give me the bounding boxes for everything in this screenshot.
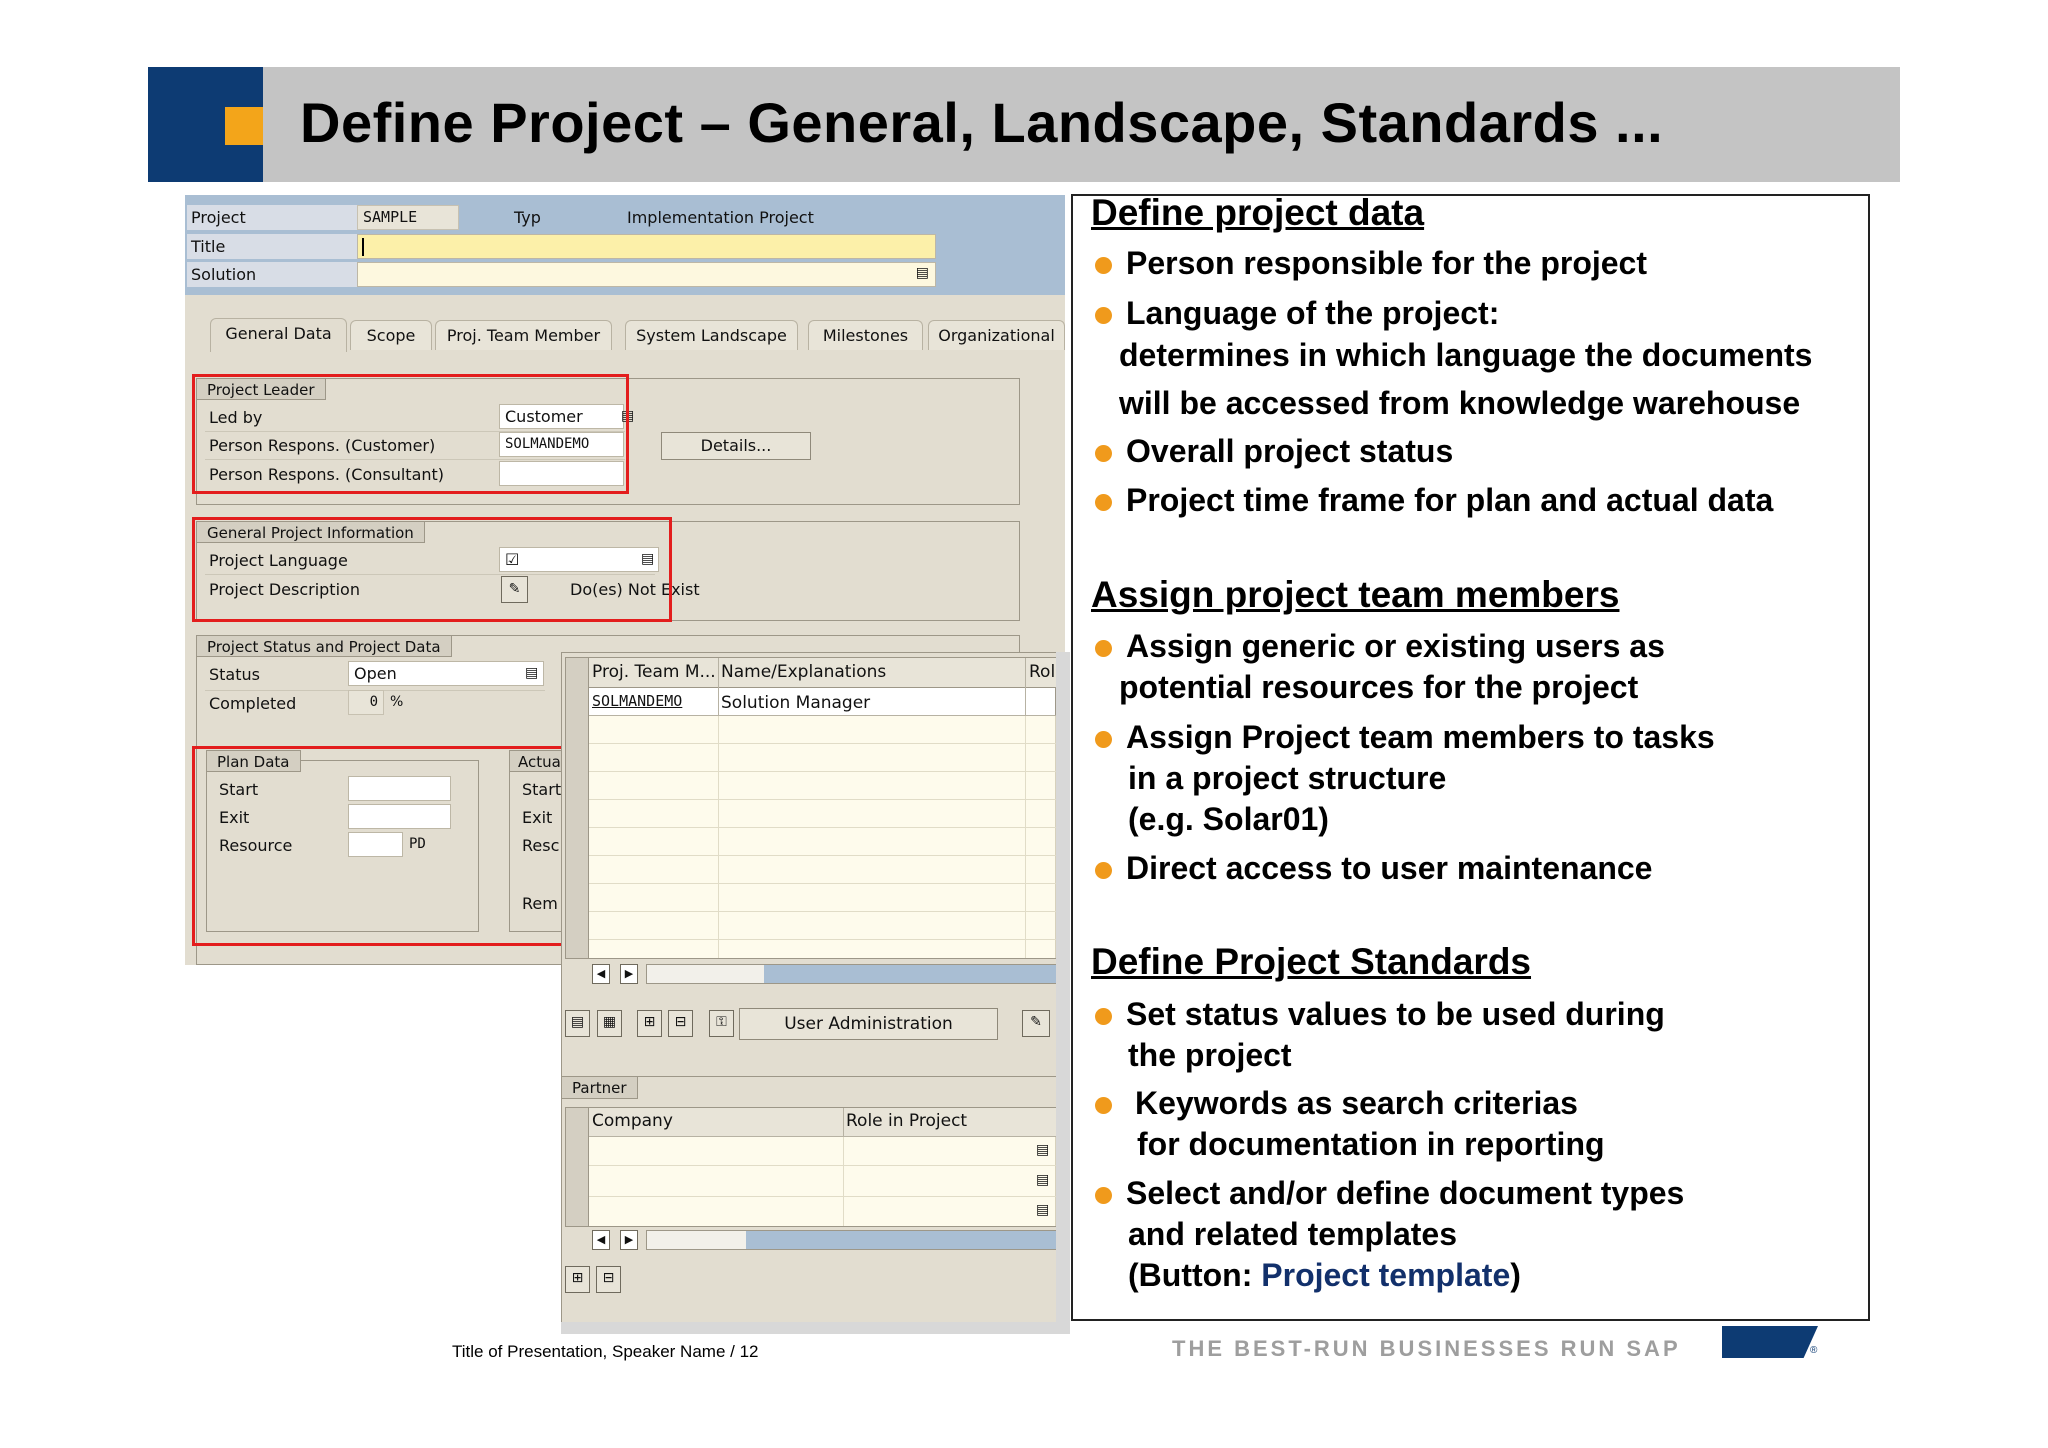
partner-role-dropdown-icon[interactable]: ▤ bbox=[1036, 1172, 1050, 1188]
insert-row-icon[interactable]: ⊞ bbox=[637, 1010, 662, 1037]
bullet-text: Person responsible for the project bbox=[1126, 245, 1647, 281]
partner-scroll-left-icon[interactable]: ◀ bbox=[592, 1230, 610, 1250]
bullet-icon bbox=[1095, 731, 1112, 748]
completed-unit: % bbox=[390, 694, 404, 710]
actual-exit-label: Exit bbox=[522, 808, 553, 827]
bullet-text-continued: and related templates bbox=[1128, 1216, 1457, 1252]
solution-input[interactable] bbox=[357, 262, 936, 287]
plan-resource-label: Resource bbox=[219, 836, 293, 855]
slide-title: Define Project – General, Landscape, Standards ... bbox=[300, 91, 1664, 154]
title-input[interactable] bbox=[357, 234, 936, 259]
bullet-text: Set status values to be used during bbox=[1126, 996, 1665, 1032]
scroll-right-icon[interactable]: ▶ bbox=[620, 964, 638, 984]
general-info-title: General Project Information bbox=[196, 521, 425, 543]
bullet-text: Assign generic or existing users as bbox=[1126, 628, 1665, 664]
registered-mark: ® bbox=[1810, 1345, 1818, 1356]
sap-logo bbox=[1722, 1326, 1818, 1358]
status-label: Status bbox=[209, 665, 260, 684]
sap-tagline: THE BEST-RUN BUSINESSES RUN SAP bbox=[1172, 1336, 1681, 1361]
bullet-text: Project time frame for plan and actual data bbox=[1126, 482, 1774, 518]
delete-row-icon[interactable]: ⊟ bbox=[668, 1010, 693, 1037]
actual-start-label: Start bbox=[522, 780, 562, 799]
col-role[interactable]: Rol bbox=[1029, 662, 1056, 682]
highlight-plan-data bbox=[192, 746, 572, 946]
scroll-left-icon[interactable]: ◀ bbox=[592, 964, 610, 984]
bullet-icon bbox=[1095, 257, 1112, 274]
tab-general-data[interactable]: General Data bbox=[210, 318, 347, 352]
lock-icon[interactable]: ⚿ bbox=[709, 1010, 734, 1037]
partner-scroll-thumb[interactable] bbox=[746, 1231, 1056, 1249]
led-by-dropdown-icon[interactable]: ▤ bbox=[621, 408, 635, 424]
plan-exit-label: Exit bbox=[219, 808, 250, 827]
bullet-text-continued: determines in which language the documents bbox=[1119, 337, 1813, 373]
tab-proj-team-member[interactable]: Proj. Team Member bbox=[435, 320, 612, 350]
edit-pencil-icon[interactable]: ✎ bbox=[1022, 1010, 1050, 1037]
details-icon[interactable]: ▤ bbox=[565, 1010, 590, 1037]
panel-shadow-bottom bbox=[561, 1322, 1070, 1334]
row-selector-column[interactable] bbox=[566, 658, 589, 958]
bullet-text-continued: for documentation in reporting bbox=[1137, 1126, 1605, 1162]
col-name-explanations[interactable]: Name/Explanations bbox=[721, 662, 887, 682]
bullet-icon bbox=[1095, 640, 1112, 657]
section-heading-define-project-standards: Define Project Standards bbox=[1091, 941, 1532, 982]
bullet-icon bbox=[1095, 307, 1112, 324]
bullet-text-continued: potential resources for the project bbox=[1119, 669, 1639, 705]
type-value: Implementation Project bbox=[627, 208, 814, 227]
partner-role-dropdown-icon[interactable]: ▤ bbox=[1036, 1142, 1050, 1158]
col-role-in-project[interactable]: Role in Project bbox=[846, 1111, 968, 1131]
text-cursor bbox=[362, 238, 364, 256]
bullet-text: Language of the project: bbox=[1126, 295, 1500, 331]
panel-shadow bbox=[1056, 652, 1070, 1332]
highlight-general-info bbox=[192, 517, 672, 622]
bullet-icon bbox=[1095, 1008, 1112, 1025]
type-label: Typ bbox=[514, 208, 541, 227]
solution-label: Solution bbox=[191, 265, 257, 284]
status-dropdown-icon[interactable]: ▤ bbox=[525, 665, 539, 681]
bullet-text: Select and/or define document types bbox=[1126, 1175, 1685, 1211]
bullet-text-continued: the project bbox=[1128, 1037, 1292, 1073]
customer-field[interactable]: SOLMANDEMO bbox=[499, 432, 624, 457]
bullet-icon bbox=[1095, 494, 1112, 511]
col-proj-team-member[interactable]: Proj. Team M... bbox=[592, 662, 716, 682]
actual-data-title: Actua bbox=[509, 750, 570, 772]
team-row-name: Solution Manager bbox=[721, 693, 871, 713]
bullet-text: Keywords as search criterias bbox=[1135, 1085, 1578, 1121]
partner-role-dropdown-icon[interactable]: ▤ bbox=[1036, 1202, 1050, 1218]
completed-label: Completed bbox=[209, 694, 297, 713]
section-heading-assign-team-members: Assign project team members bbox=[1091, 574, 1620, 615]
header-orange-square bbox=[225, 107, 263, 145]
status-data-title: Project Status and Project Data bbox=[196, 635, 452, 657]
title-label: Title bbox=[191, 237, 226, 256]
consultant-label: Person Respons. (Consultant) bbox=[209, 465, 445, 484]
partner-title: Partner bbox=[561, 1077, 638, 1099]
language-dropdown-icon[interactable]: ▤ bbox=[641, 551, 655, 567]
project-language-label: Project Language bbox=[209, 551, 348, 570]
completed-field: 0 bbox=[348, 690, 384, 715]
team-scroll-thumb[interactable] bbox=[764, 965, 1056, 983]
actual-resource-label: Resc bbox=[522, 836, 560, 855]
partner-row-selector[interactable] bbox=[566, 1108, 589, 1226]
tab-milestones[interactable]: Milestones bbox=[808, 320, 923, 350]
user-administration-button[interactable]: User Administration bbox=[739, 1008, 998, 1040]
bullet-icon bbox=[1095, 445, 1112, 462]
project-language-field[interactable]: ☑ bbox=[499, 547, 659, 572]
team-row-member[interactable]: SOLMANDEMO bbox=[592, 692, 683, 710]
section-heading-define-project-data: Define project data bbox=[1091, 192, 1425, 233]
project-template-link[interactable]: Project template bbox=[1261, 1257, 1511, 1293]
col-company[interactable]: Company bbox=[592, 1111, 673, 1131]
details-button[interactable]: Details... bbox=[661, 432, 811, 460]
customer-label: Person Respons. (Customer) bbox=[209, 436, 436, 455]
bullet-icon bbox=[1095, 1187, 1112, 1204]
bullet-text: Assign Project team members to tasks bbox=[1126, 719, 1715, 755]
status-field[interactable]: Open bbox=[348, 661, 544, 686]
plan-start-label: Start bbox=[219, 780, 259, 799]
project-field[interactable]: SAMPLE bbox=[357, 205, 459, 230]
list-icon[interactable]: ▦ bbox=[597, 1010, 622, 1037]
bullet-icon bbox=[1095, 862, 1112, 879]
bullet-text-continued: (e.g. Solar01) bbox=[1128, 801, 1329, 837]
led-by-field[interactable]: Customer bbox=[499, 404, 624, 429]
project-label: Project bbox=[191, 208, 246, 227]
partner-scroll-right-icon[interactable]: ▶ bbox=[620, 1230, 638, 1250]
project-leader-title: Project Leader bbox=[196, 378, 326, 400]
description-status: Do(es) Not Exist bbox=[570, 580, 700, 599]
bullet-text: Overall project status bbox=[1126, 433, 1454, 469]
button-reference-suffix: ) bbox=[1510, 1257, 1521, 1293]
edit-description-icon[interactable]: ✎ bbox=[501, 576, 528, 603]
footer-text: Title of Presentation, Speaker Name / 12 bbox=[452, 1342, 759, 1361]
tab-scope[interactable]: Scope bbox=[350, 320, 432, 350]
button-reference-line bbox=[1128, 1257, 1521, 1294]
plan-resource-unit: PD bbox=[409, 836, 426, 852]
led-by-label: Led by bbox=[209, 408, 263, 427]
actual-remaining-label: Rem bbox=[522, 894, 558, 913]
value-help-icon[interactable]: ▤ bbox=[915, 265, 929, 281]
bullet-text-continued: will be accessed from knowledge warehouse bbox=[1119, 385, 1801, 421]
project-description-label: Project Description bbox=[209, 580, 360, 599]
tab-system-landscape[interactable]: System Landscape bbox=[625, 320, 798, 350]
tab-organizational[interactable]: Organizational bbox=[928, 320, 1065, 350]
bullet-icon bbox=[1095, 1097, 1112, 1114]
highlight-project-leader bbox=[192, 374, 629, 494]
button-reference-prefix: (Button: bbox=[1128, 1257, 1262, 1293]
bullet-text-continued: in a project structure bbox=[1128, 760, 1447, 796]
partner-insert-row-icon[interactable]: ⊞ bbox=[565, 1266, 590, 1293]
plan-data-title: Plan Data bbox=[206, 750, 301, 772]
partner-delete-row-icon[interactable]: ⊟ bbox=[596, 1266, 621, 1293]
bullet-text: Direct access to user maintenance bbox=[1126, 850, 1653, 886]
